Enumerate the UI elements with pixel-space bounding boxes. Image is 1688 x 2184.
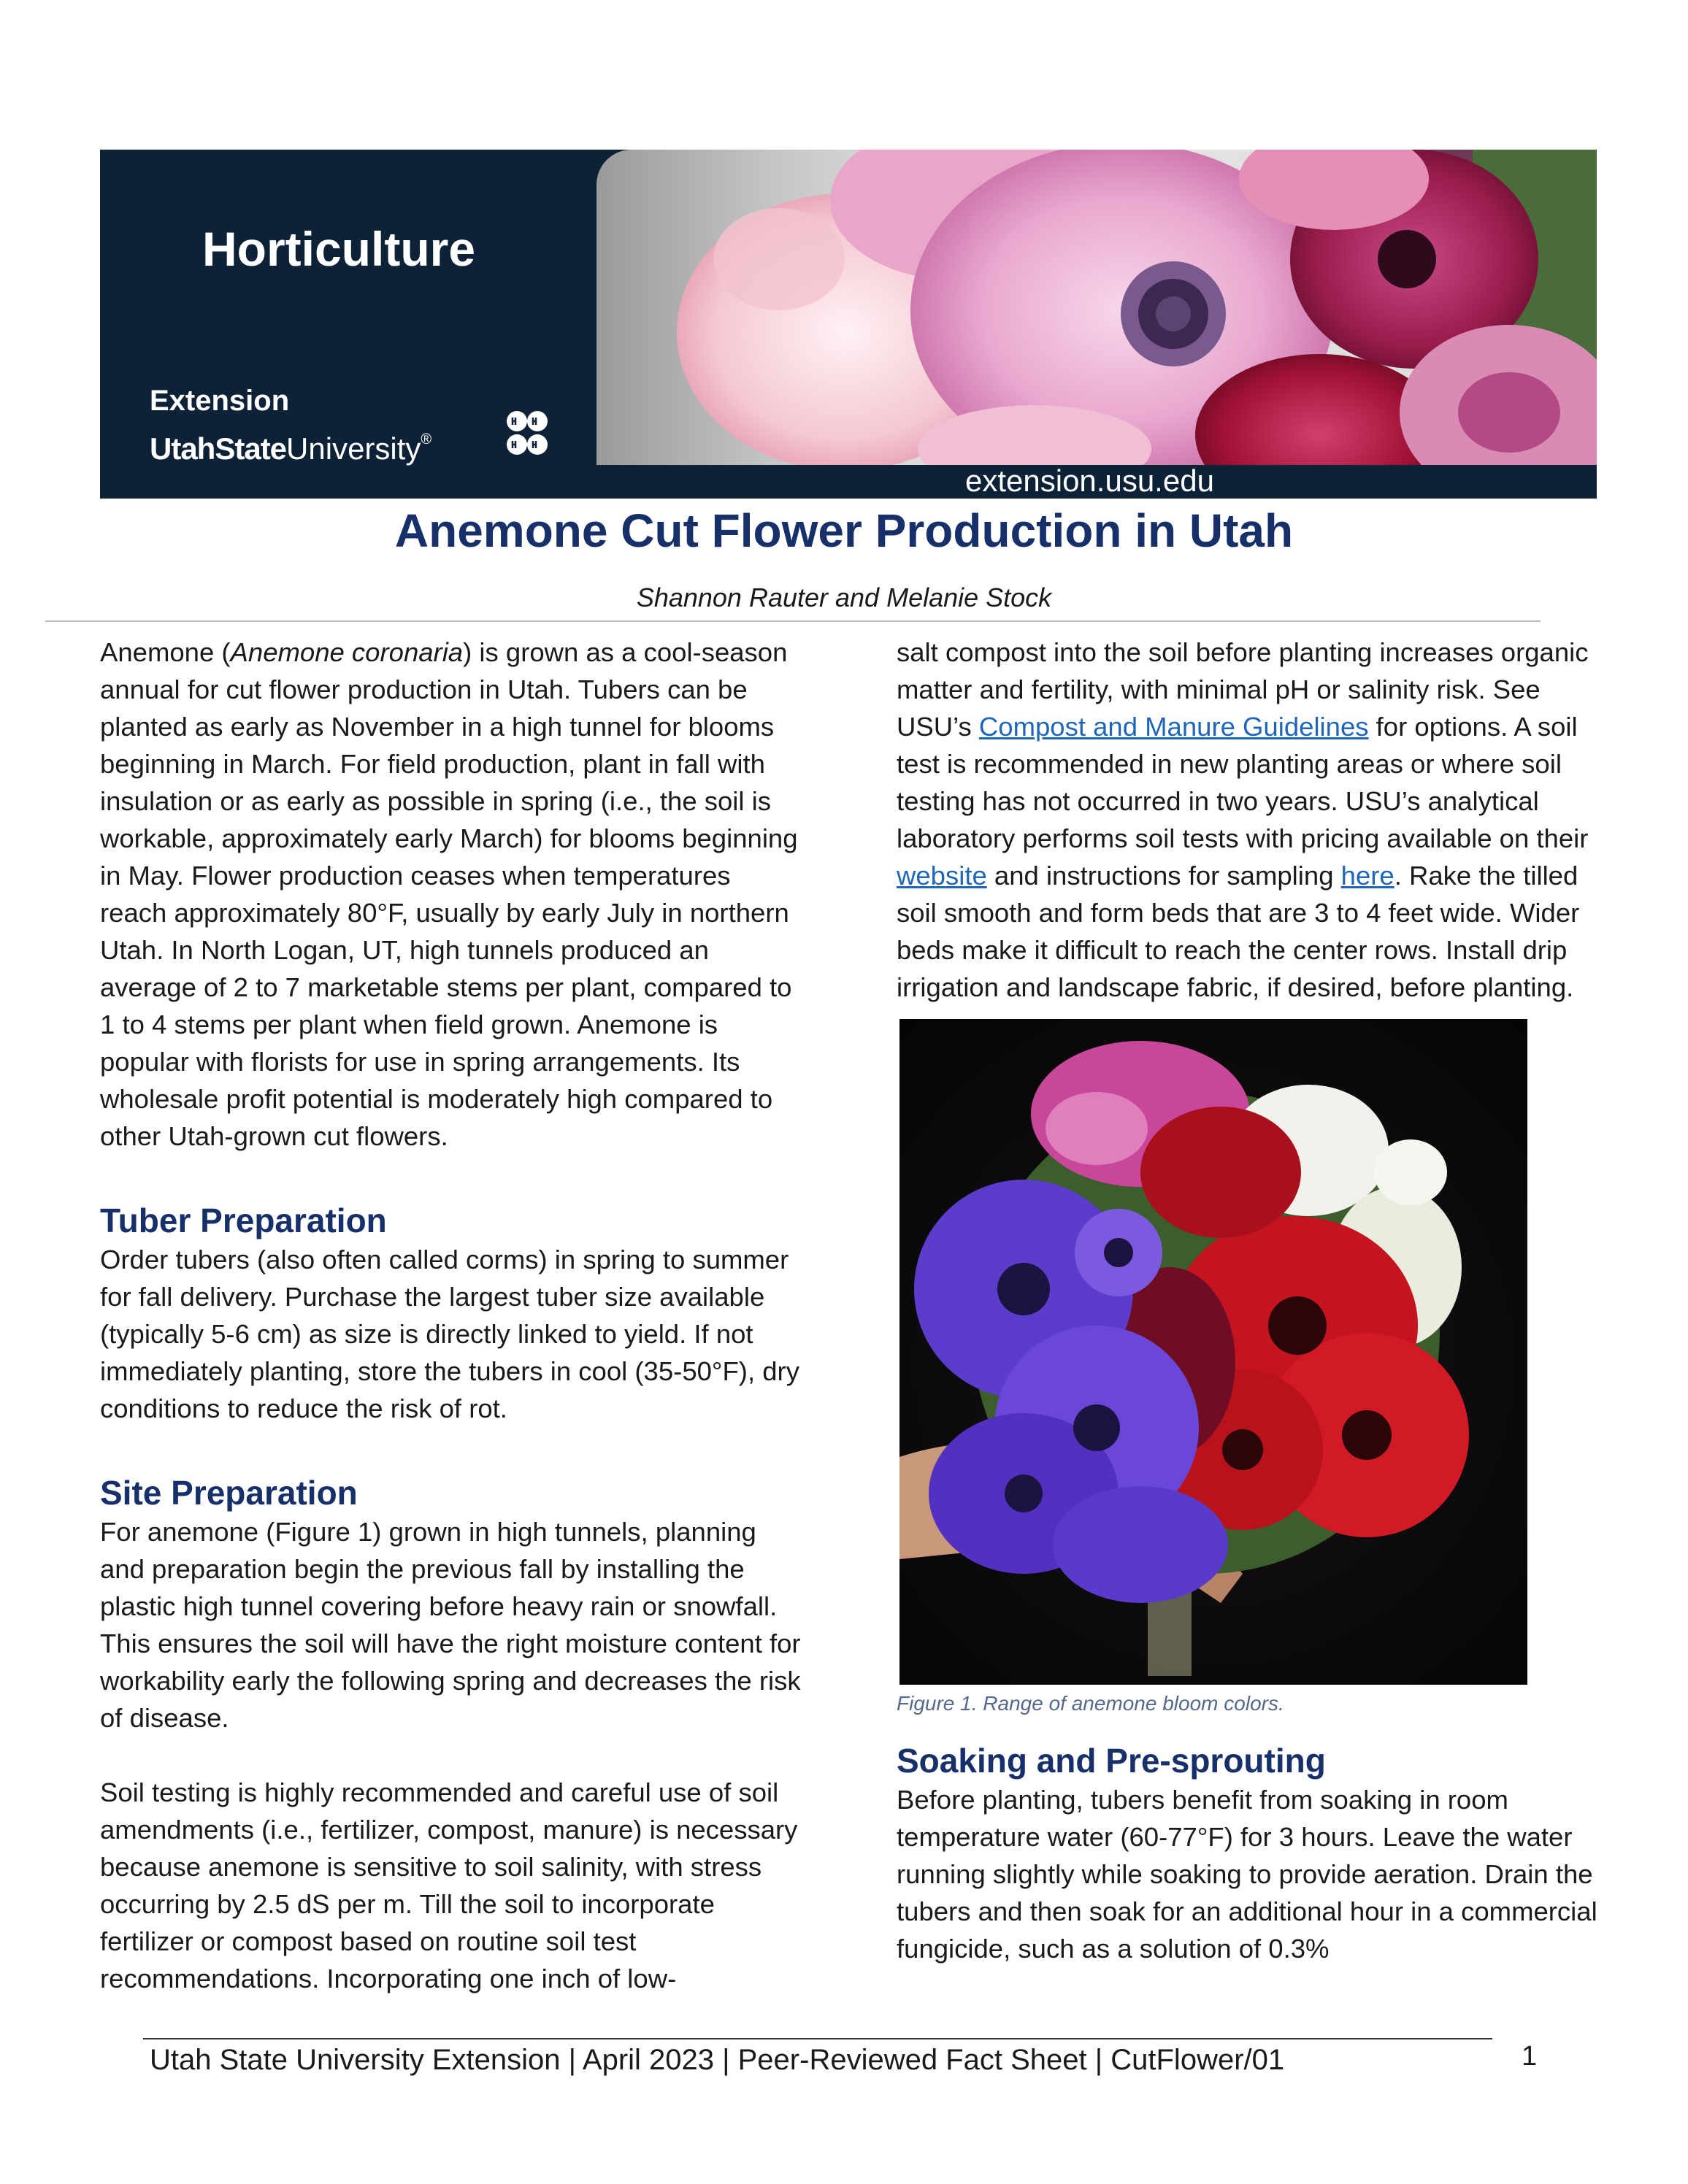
figure-1-caption: Figure 1. Range of anemone bloom colors. (897, 1692, 1284, 1715)
page-number: 1 (1522, 2041, 1538, 2072)
species-name: Anemone coronaria (230, 637, 464, 667)
bouquet-illustration (899, 1019, 1527, 1685)
left-column (100, 634, 801, 1997)
banner-section-title: Horticulture (202, 222, 476, 276)
spacer (100, 1737, 801, 1774)
spacer (100, 1427, 801, 1472)
soil-testing-paragraph: Soil testing is highly recommended and careful use of soil amendments (i.e., fertilizer, compost, manure) is necessary because anemone is sensitive to soil salinity, with stress occurring by 2.5 dS per m. Till the soil to incorporate fertilizer or compost based on routine soil test recommendations. Incorporating one inch of low- (100, 1777, 798, 1993)
header-banner (100, 150, 1597, 499)
footer-divider (143, 2038, 1492, 2039)
banner-university-logo (150, 431, 431, 466)
banner-extension-label: Extension (150, 385, 290, 417)
figure-1-bouquet-photo (899, 1019, 1527, 1685)
banner-flowers-illustration (596, 150, 1597, 465)
spacer (897, 1718, 1601, 1740)
soaking-paragraph: Before planting, tubers benefit from soaking in room temperature water (60-77°F) for 3 hours. Leave the water running slightly while soaking to provide aeration. Drain the tubers and then soak for an additional hour in a commercial fungicide, such as a solution of 0.3% (897, 1785, 1597, 1964)
compost-text-d: . Rake the tilled soil smooth and form beds that are 3 to 4 feet wide. Wider beds make it difficult to reach the center rows. Install drip irrigation and landscape fabric, if desired, before planting. (897, 861, 1580, 1002)
soaking-heading: Soaking and Pre-sprouting (897, 1742, 1326, 1780)
compost-paragraph (897, 634, 1601, 1006)
lab-website-link[interactable]: website (897, 861, 987, 891)
intro-paragraph (100, 634, 801, 1155)
document-authors: Shannon Rauter and Melanie Stock (636, 582, 1052, 612)
university-name-regular: University (286, 431, 421, 466)
compost-guidelines-link[interactable]: Compost and Manure Guidelines (978, 712, 1369, 742)
intro-text-b: ) is grown as a cool-season annual for cut flower production in Utah. Tubers can be planted as early as November in a high tunnel for blooms beginning in March. For field production, plant in fall with insulation or as early as possible in spring (i.e., the soil is workable, approximately early March) for blooms beginning in May. Flower production ceases when temperatures reach approximately 80°F, usually by early July in northern Utah. In North Logan, UT, high tunnels produced an average of 2 to 7 marketable stems per plant, compared to 1 to 4 stems per plant when field grown. Anemone is popular with florists for use in spring arrangements. Its wholesale profit potential is moderately high compared to other Utah-grown cut flowers. (100, 637, 798, 1151)
banner-website-url[interactable]: extension.usu.edu (965, 464, 1214, 498)
compost-text-a: salt compost into the soil before planting increases organic matter and fertility, with minimal pH or salinity risk. See USU’s (897, 637, 1589, 742)
title-divider (45, 620, 1541, 622)
banner-brand-panel (100, 150, 596, 499)
intro-text-a: Anemone ( (100, 637, 231, 667)
site-preparation-paragraph: For anemone (Figure 1) grown in high tunnels, planning and preparation begin the previous fall by installing the plastic high tunnel covering before heavy rain or snowfall. This ensures the soil will have the right moisture content for workability early the following spring and decreases the risk of disease. (100, 1517, 801, 1733)
tuber-preparation-paragraph: Order tubers (also often called corms) in spring to summer for fall delivery. Purchase the largest tuber size available (typically 5-6 cm) as size is directly linked to yield. If not immediately planting, store the tubers in cool (35-50°F), dry conditions to reduce the risk of rot. (100, 1245, 799, 1423)
banner-anemone-photo (596, 150, 1597, 465)
sampling-instructions-link[interactable]: here (1340, 861, 1394, 891)
spacer (100, 1155, 801, 1200)
compost-text-b: for options. A soil test is recommended in new planting areas or where soil testing has not occurred in two years. USU’s analytical laboratory performs soil tests with pricing available on their (897, 712, 1589, 853)
university-name-bold: UtahState (150, 431, 287, 466)
trademark-mark: ® (421, 431, 432, 447)
right-column (897, 634, 1601, 1967)
compost-text-c: and instructions for sampling (986, 861, 1341, 891)
four-h-clover-icon (498, 405, 556, 464)
footer-citation: Utah State University Extension | April 2023 | Peer-Reviewed Fact Sheet | CutFlower/01 (150, 2044, 1285, 2076)
site-preparation-heading: Site Preparation (100, 1474, 358, 1512)
tuber-preparation-heading: Tuber Preparation (100, 1201, 387, 1239)
document-title: Anemone Cut Flower Production in Utah (394, 504, 1294, 557)
